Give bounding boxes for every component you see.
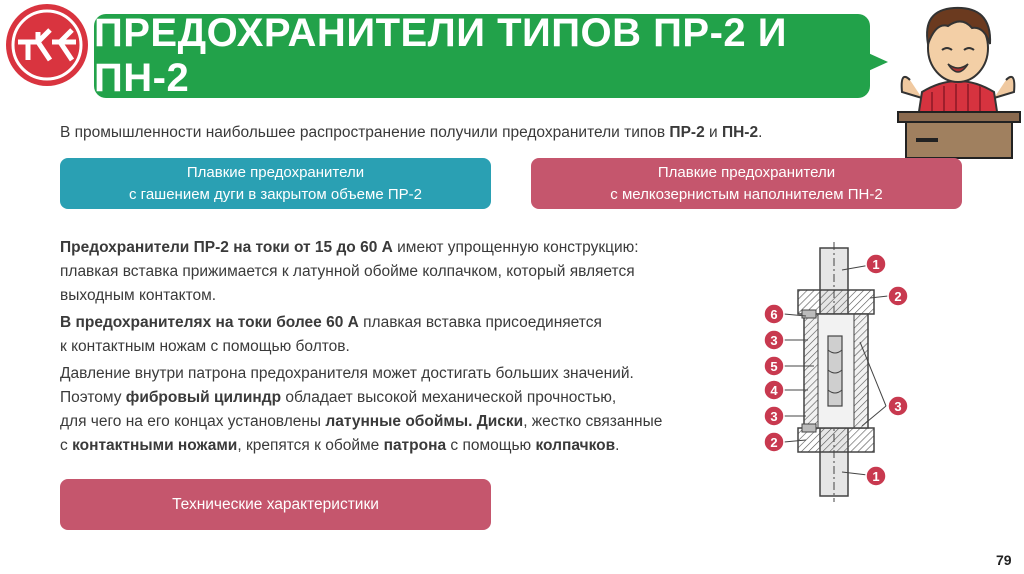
svg-text:2: 2 [894,289,902,304]
diagram-label-3-upper [764,330,784,350]
diagram-label-5 [764,356,784,376]
svg-text:4: 4 [770,383,778,398]
diagram-label-6 [764,304,784,324]
type-pn2: ПН-2 [721,124,759,141]
pr2-fuses-button[interactable]: Плавкие предохранители с гашением дуги в закрытом объеме ПР-2 [60,158,491,209]
paragraph-pressure: Давление внутри патрона предохранителя может достигать больших значений. Поэтому фибровый цилиндр обладает высокой механической прочностью, для чего на его концах установлены латунные обоймы. Диски, жестко связанные с контактными ножами, крепятся к обойме патрона с помощью колпачков. [60,365,663,454]
intro-text: В промышленности наибольшее распространение получили предохранители типов ПР-2 и ПН-2. [60,124,763,141]
svg-text:5: 5 [770,359,778,374]
pn2-fuses-button[interactable]: Плавкие предохранители с мелкозернистым наполнителем ПН-2 [531,158,962,209]
tech-specs-button[interactable]: Технические характеристики [60,479,491,530]
svg-text:3: 3 [770,409,778,424]
paragraph-pr2-description: Предохранители ПР-2 на токи от 15 до 60 А имеют упрощенную конструкцию: плавкая вставка прижимается к латунной обойме колпачком, который является выходным контактом. [60,239,639,304]
svg-text:1: 1 [872,257,880,272]
paragraph-high-current: В предохранителях на токи более 60 А плавкая вставка присоединяется к контактным ножам с помощью болтов. [60,314,602,355]
diagram-label-2-bottom [764,432,784,452]
presenter-character-icon [892,0,1024,160]
diagram-label-3-right [888,396,908,416]
svg-text:6: 6 [770,307,778,322]
diagram-label-2-top [888,286,908,306]
page-number: 79 [996,552,1012,568]
fuse-diagram [758,240,918,510]
page-title: ПРЕДОХРАНИТЕЛИ ТИПОВ ПР-2 И ПН-2 [94,11,788,100]
diagram-label-4 [764,380,784,400]
svg-text:3: 3 [894,399,902,414]
page-title-banner [94,11,870,100]
type-pr2: ПР-2 [669,124,705,141]
diagram-label-3-lower [764,406,784,426]
title-speech-tail [866,52,888,72]
company-logo-icon [4,2,90,88]
diagram-label-1-bottom [866,466,886,486]
svg-text:3: 3 [770,333,778,348]
svg-text:1: 1 [872,469,880,484]
diagram-label-1-top [866,254,886,274]
svg-text:2: 2 [770,435,778,450]
